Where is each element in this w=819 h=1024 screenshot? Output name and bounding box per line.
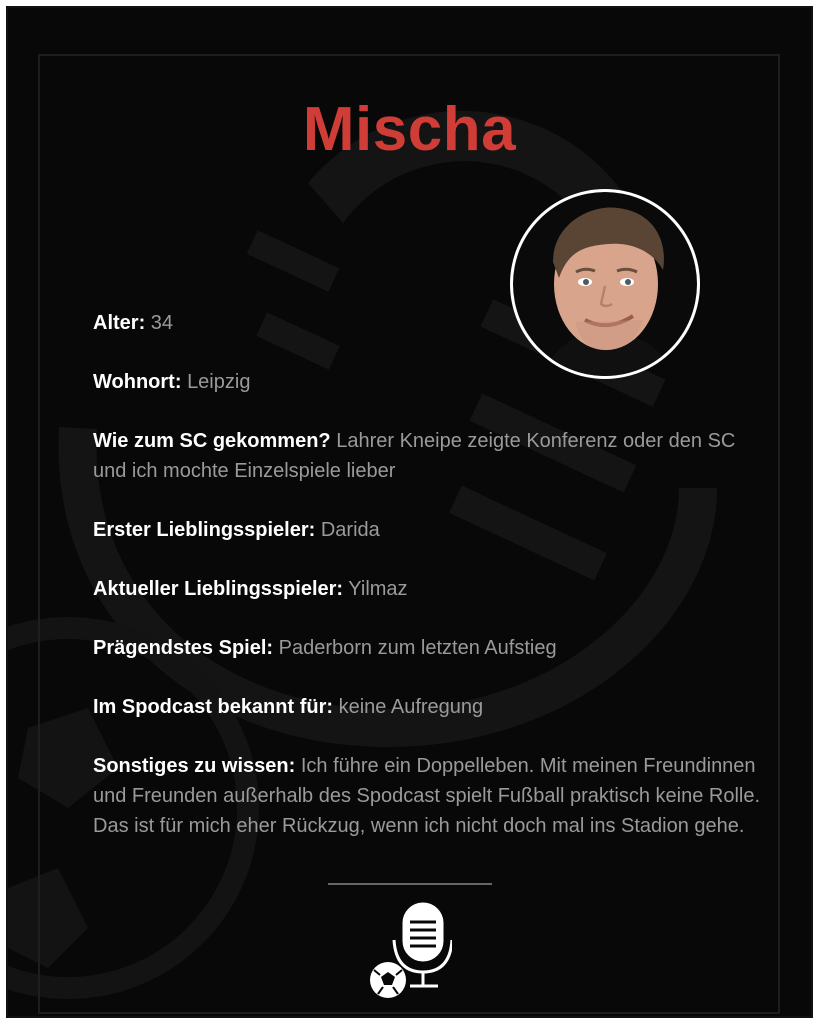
fact-label: Wie zum SC gekommen? <box>93 430 331 452</box>
fact-residence <box>93 367 763 397</box>
fact-known-for <box>93 692 763 722</box>
fact-value: Yilmaz <box>348 578 408 600</box>
fact-label: Erster Lieblingsspieler: <box>93 519 316 541</box>
profile-name: Mischa <box>302 95 517 164</box>
fact-first-favorite-player <box>93 515 763 545</box>
fact-value: 34 <box>150 312 174 334</box>
fact-age <box>93 308 763 338</box>
facts-list <box>93 308 763 870</box>
fact-defining-match <box>93 633 763 663</box>
fact-value: Ich führe ein Doppelleben. Mit meinen Freundinnen und Freunden außerhalb des Spodcast spielt Fußball praktisch keine Rolle. Das ist für mich eher Rückzug, wenn ich nicht doch mal ins Stadion gehe. <box>93 755 761 837</box>
fact-label: Im Spodcast bekannt für: <box>93 696 334 718</box>
fact-current-favorite-player <box>93 574 763 604</box>
fact-value: keine Aufregung <box>338 696 484 718</box>
fact-value: Leipzig <box>187 371 251 393</box>
fact-value: Paderborn zum letzten Aufstieg <box>278 637 557 659</box>
fact-value: Lahrer Kneipe zeigte Konferenz oder den SC und ich mochte Einzelspiele lieber <box>93 430 736 482</box>
fact-label: Aktueller Lieblingsspieler: <box>93 578 344 600</box>
fact-how-came-to-sc <box>93 426 763 486</box>
fact-label: Prägendstes Spiel: <box>93 637 274 659</box>
fact-other <box>93 751 763 841</box>
divider-line <box>328 883 492 885</box>
podcast-logo-icon <box>366 900 452 1000</box>
fact-label: Alter: <box>93 312 146 334</box>
fact-label: Sonstiges zu wissen: <box>93 755 296 777</box>
fact-label: Wohnort: <box>93 371 182 393</box>
fact-value: Darida <box>320 519 380 541</box>
profile-panel <box>8 8 811 1016</box>
